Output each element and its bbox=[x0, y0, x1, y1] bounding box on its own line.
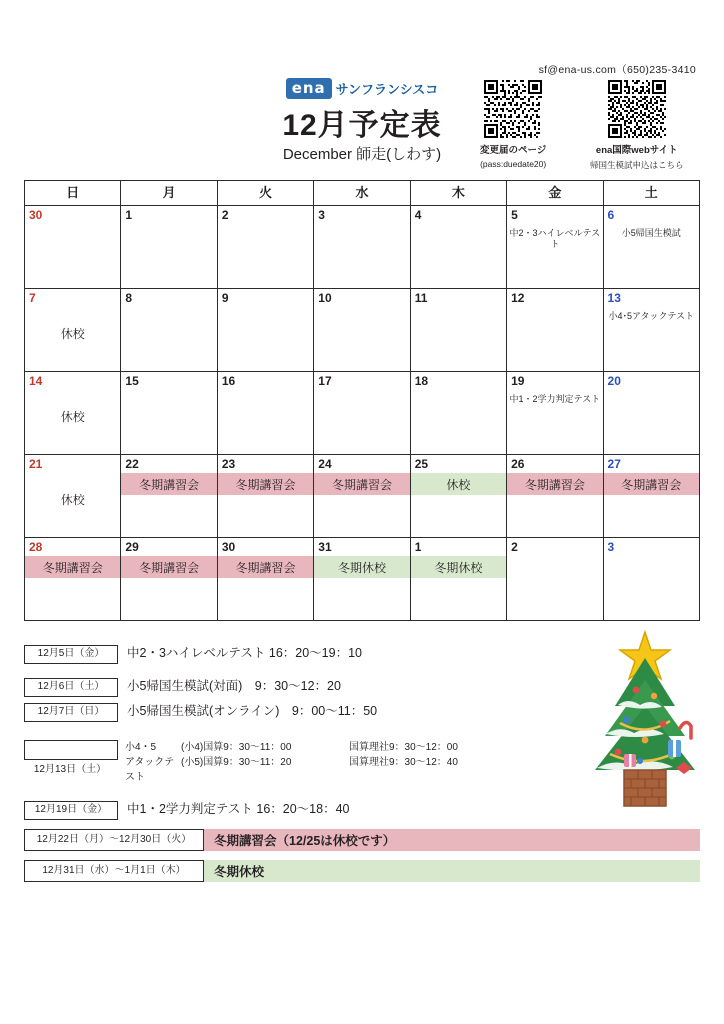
logo-subtitle: サンフランシスコ bbox=[335, 82, 439, 97]
attack-test-date-empty bbox=[24, 740, 118, 760]
weekday-header-fri: 金 bbox=[507, 181, 603, 206]
calendar-day-cell bbox=[603, 289, 699, 372]
qr-code-icon[interactable] bbox=[608, 80, 666, 138]
calendar-day-cell bbox=[217, 538, 313, 621]
day-number: 2 bbox=[511, 540, 518, 554]
day-closed-label: 休校 bbox=[60, 410, 85, 424]
day-event-note: 中1・2学力判定テスト bbox=[509, 394, 601, 404]
attack-test-full-col bbox=[349, 740, 519, 785]
weekday-header-sun: 日 bbox=[25, 181, 121, 206]
highlight-bar-winter-break bbox=[24, 860, 700, 882]
day-highlight-band: 冬期講習会 bbox=[121, 556, 216, 578]
qr-block-website[interactable] bbox=[590, 80, 684, 171]
calendar-day-cell bbox=[121, 455, 217, 538]
calendar-table bbox=[24, 180, 700, 621]
schedule-desc: 小5帰国生模試(オンライン) 9：00〜11：50 bbox=[127, 704, 378, 718]
attack-test-date: 12月13日（土） bbox=[33, 764, 107, 775]
qr-block-change-form[interactable] bbox=[480, 80, 546, 169]
day-number: 9 bbox=[221, 291, 229, 305]
day-highlight-band: 冬期講習会 bbox=[507, 473, 602, 495]
day-number: 2 bbox=[221, 208, 229, 222]
calendar-day-cell bbox=[507, 289, 603, 372]
calendar-day-cell bbox=[410, 538, 506, 621]
day-highlight-band: 冬期講習会 bbox=[218, 473, 313, 495]
day-number: 13 bbox=[607, 291, 621, 305]
day-highlight-band: 冬期休校 bbox=[411, 556, 506, 578]
christmas-tree-icon bbox=[580, 628, 710, 818]
day-number: 5 bbox=[511, 208, 518, 222]
calendar-day-cell bbox=[217, 206, 313, 289]
attack-test-col3-line1: 国算理社9：30〜12：00 bbox=[349, 742, 458, 753]
attack-test-columns bbox=[125, 740, 519, 785]
schedule-desc: 中2・3ハイレベルテスト 16：20〜19：10 bbox=[127, 646, 362, 660]
day-number: 27 bbox=[607, 457, 621, 471]
calendar-day-cell bbox=[410, 289, 506, 372]
day-highlight-band: 冬期講習会 bbox=[604, 473, 699, 495]
day-number: 23 bbox=[221, 457, 236, 471]
day-number: 20 bbox=[607, 374, 621, 388]
day-number: 6 bbox=[607, 208, 615, 222]
calendar-day-cell bbox=[25, 538, 121, 621]
day-number: 19 bbox=[511, 374, 525, 388]
day-number: 7 bbox=[29, 291, 36, 305]
day-number: 15 bbox=[125, 374, 139, 388]
day-number: 3 bbox=[607, 540, 615, 554]
day-number: 30 bbox=[221, 540, 236, 554]
calendar-week-row bbox=[25, 206, 700, 289]
attack-test-col2-line1: (小4)国算9：30〜11：00 bbox=[181, 742, 292, 753]
calendar-day-cell bbox=[314, 206, 410, 289]
calendar-day-cell bbox=[121, 538, 217, 621]
qr-left-note: (pass:duedate20) bbox=[480, 159, 547, 169]
calendar-day-cell bbox=[314, 455, 410, 538]
calendar-day-cell bbox=[217, 455, 313, 538]
calendar-week-row bbox=[25, 455, 700, 538]
day-number: 12 bbox=[511, 291, 525, 305]
calendar-header-row bbox=[25, 181, 700, 206]
weekday-header-thu: 木 bbox=[410, 181, 506, 206]
day-number: 16 bbox=[221, 374, 236, 388]
calendar-day-cell bbox=[603, 455, 699, 538]
calendar-day-cell bbox=[410, 455, 506, 538]
attack-test-label-line1: 小4・5 bbox=[125, 742, 157, 753]
winter-break-dates: 12月31日（水）〜1月1日（木） bbox=[24, 860, 204, 882]
calendar-day-cell bbox=[217, 372, 313, 455]
day-event-note: 小4･5アタックテスト bbox=[608, 311, 695, 321]
qr-right-label: ena国際webサイト bbox=[595, 145, 678, 156]
calendar-day-cell bbox=[314, 372, 410, 455]
calendar-week-row bbox=[25, 289, 700, 372]
highlight-bar-winter-course bbox=[24, 829, 700, 851]
weekday-header-tue: 火 bbox=[217, 181, 313, 206]
day-number: 29 bbox=[125, 540, 139, 554]
attack-test-col2-line2: (小5)国算9：30〜11：20 bbox=[181, 757, 292, 768]
qr-code-icon[interactable] bbox=[484, 80, 542, 138]
day-highlight-band: 冬期講習会 bbox=[218, 556, 313, 578]
day-highlight-band: 休校 bbox=[411, 473, 506, 495]
winter-break-label: 冬期休校 bbox=[204, 860, 700, 882]
calendar-day-cell bbox=[25, 455, 121, 538]
day-number: 31 bbox=[318, 540, 332, 554]
day-closed-label: 休校 bbox=[60, 493, 85, 507]
day-number: 21 bbox=[29, 457, 43, 471]
day-number: 28 bbox=[29, 540, 43, 554]
page-title: 12月予定表 bbox=[282, 109, 442, 142]
calendar-week-row bbox=[25, 538, 700, 621]
day-number: 1 bbox=[125, 208, 133, 222]
calendar-day-cell bbox=[603, 538, 699, 621]
day-event-note: 小5帰国生模試 bbox=[621, 228, 681, 238]
schedule-desc: 中1・2学力判定テスト 16：20〜18：40 bbox=[127, 802, 350, 816]
calendar-day-cell bbox=[507, 538, 603, 621]
day-number: 25 bbox=[414, 457, 429, 471]
calendar-day-cell bbox=[314, 538, 410, 621]
calendar-day-cell bbox=[603, 206, 699, 289]
calendar-day-cell bbox=[121, 206, 217, 289]
calendar-day-cell bbox=[410, 372, 506, 455]
contact-info: sf@ena-us.com（650)235-3410 bbox=[538, 64, 696, 76]
day-number: 22 bbox=[125, 457, 139, 471]
attack-test-label-line2: アタックテスト bbox=[125, 757, 175, 783]
day-event-note: 中2・3ハイレベルテスト bbox=[509, 228, 601, 250]
calendar-day-cell bbox=[603, 372, 699, 455]
calendar-day-cell bbox=[25, 289, 121, 372]
day-highlight-band: 冬期講習会 bbox=[314, 473, 409, 495]
calendar-day-cell bbox=[121, 289, 217, 372]
weekday-header-sat: 土 bbox=[603, 181, 699, 206]
day-number: 17 bbox=[318, 374, 332, 388]
qr-right-note: 帰国生模試申込はこちら bbox=[590, 160, 684, 170]
day-number: 24 bbox=[318, 457, 332, 471]
qr-left-label: 変更届のページ bbox=[480, 145, 547, 156]
calendar-day-cell bbox=[507, 372, 603, 455]
weekday-header-wed: 水 bbox=[314, 181, 410, 206]
day-highlight-band: 冬期講習会 bbox=[25, 556, 120, 578]
day-number: 10 bbox=[318, 291, 332, 305]
day-number: 14 bbox=[29, 374, 43, 388]
calendar-day-cell bbox=[25, 372, 121, 455]
schedule-date: 12月5日（金） bbox=[24, 645, 118, 664]
calendar-day-cell bbox=[410, 206, 506, 289]
calendar-day-cell bbox=[507, 455, 603, 538]
weekday-header-mon: 月 bbox=[121, 181, 217, 206]
day-highlight-band: 冬期講習会 bbox=[121, 473, 216, 495]
ena-logo: ena bbox=[286, 78, 332, 99]
schedule-date: 12月19日（金） bbox=[24, 801, 118, 820]
day-number: 11 bbox=[414, 291, 428, 305]
attack-test-col3-line2: 国算理社9：30〜12：40 bbox=[349, 757, 458, 768]
attack-test-times-col bbox=[181, 740, 349, 785]
day-number: 26 bbox=[511, 457, 525, 471]
attack-test-label-col bbox=[125, 740, 181, 785]
calendar-day-cell bbox=[507, 206, 603, 289]
day-number: 1 bbox=[414, 540, 422, 554]
calendar-day-cell bbox=[121, 372, 217, 455]
winter-course-label: 冬期講習会（12/25は休校です） bbox=[204, 829, 700, 851]
day-number: 8 bbox=[125, 291, 133, 305]
day-number: 18 bbox=[414, 374, 429, 388]
day-closed-label: 休校 bbox=[60, 327, 85, 341]
day-number: 3 bbox=[318, 208, 325, 222]
day-number: 30 bbox=[29, 208, 43, 222]
day-number: 4 bbox=[414, 208, 422, 222]
schedule-date: 12月7日（日） bbox=[24, 703, 118, 722]
calendar-body bbox=[25, 206, 700, 621]
day-highlight-band: 冬期休校 bbox=[314, 556, 409, 578]
schedule-date: 12月6日（土） bbox=[24, 678, 118, 697]
calendar-day-cell bbox=[25, 206, 121, 289]
page-subtitle: December 師走(しわす) bbox=[282, 146, 442, 163]
winter-course-dates: 12月22日（月）〜12月30日（火） bbox=[24, 829, 204, 851]
schedule-desc: 小5帰国生模試(対面) 9：30〜12：20 bbox=[127, 679, 341, 693]
calendar-week-row bbox=[25, 372, 700, 455]
calendar-day-cell bbox=[217, 289, 313, 372]
calendar-day-cell bbox=[314, 289, 410, 372]
